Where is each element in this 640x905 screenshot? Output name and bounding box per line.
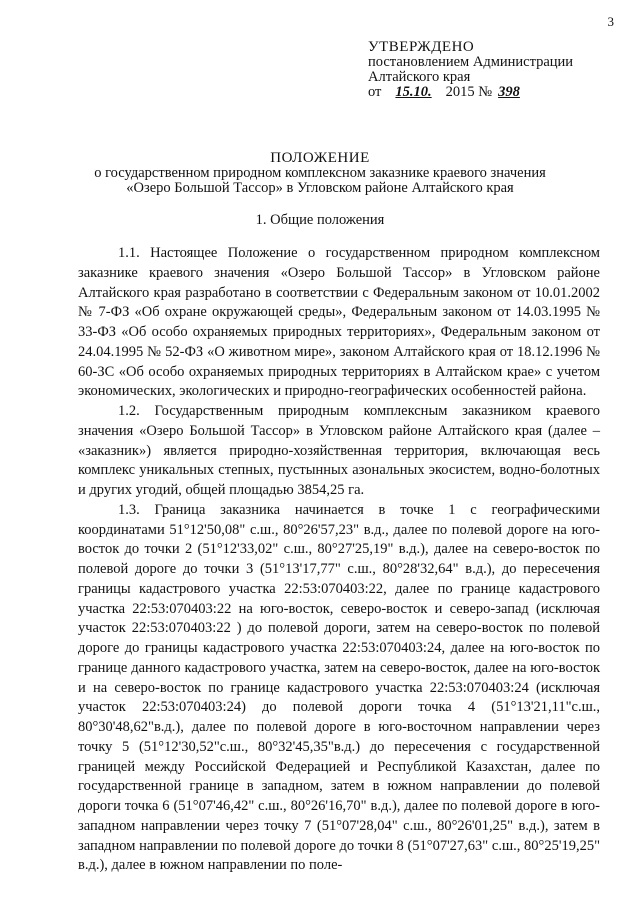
approval-year-number-label: 2015 №	[445, 84, 493, 100]
document-subtitle-line-1: о государственном природном комплексном заказнике краевого значения	[94, 165, 546, 181]
document-title: ПОЛОЖЕНИЕ	[270, 150, 370, 166]
document-body	[78, 244, 600, 876]
approval-date-row	[368, 85, 573, 100]
approval-line-2: Алтайского края	[368, 69, 471, 85]
section-title: 1. Общие положения	[255, 212, 385, 228]
date-prefix: от	[368, 84, 382, 100]
approval-title: УТВЕРЖДЕНО	[368, 39, 475, 55]
approval-date: 15.10.	[395, 84, 432, 100]
paragraph-1-2: 1.2. Государственным природным комплексным заказником краевого значения «Озеро Большой Тассор» в Угловском районе Алтайского края (далее – «заказник») является природно-хозяйственная территория, включающая весь комплекс уникальных степных, пустынных азональных экосистем, водно-болотных и других угодий, общей площадью 3854,25 га.	[78, 403, 600, 498]
approval-line-1: постановлением Администрации	[368, 54, 574, 70]
page-number: 3	[607, 14, 614, 29]
document-header	[0, 151, 640, 196]
paragraph-1-1: 1.1. Настоящее Положение о государственном природном комплексном заказнике краевого значения «Озеро Большой Тассор» в Угловском районе Алтайского края разработано в соответствии с Федеральным законом от 10.01.2002 № 7-ФЗ «Об охране окружающей среды», Федеральным законом от 14.03.1995 № 33-ФЗ «Об особо охраняемых природных территориях», Федеральным законом от 24.04.1995 № 52-ФЗ «О животном мире», законом Алтайского края от 18.12.1996 № 60-ЗС «Об особо охраняемых природных территориях в Алтайском крае» с учетом экономических, экологических и природно-географических особенностей района.	[78, 245, 600, 400]
approval-stamp	[368, 40, 573, 100]
document-subtitle-line-2: «Озеро Большой Тассор» в Угловском районе Алтайского края	[126, 180, 514, 196]
approval-number: 398	[498, 84, 520, 100]
paragraph-1-3: 1.3. Граница заказника начинается в точке 1 с географическими координатами 51°12'50,08" с.ш., 80°26'57,23" в.д., далее по полевой дороге на юго-восток до точки 2 (51°12'33,02" с.ш., 80°27'25,19" в.д.), далее на северо-восток по полевой дороге до точки 3 (51°13'17,77" с.ш., 80°28'32,64" в.д.), до пересечения границы кадастрового участка 22:53:070403:22, далее по границе кадастрового участка 22:53:070403:22 на юго-восток, северо-восток и северо-запад (исключая участок 22:53:070403:22 ) до полевой дороги, затем на северо-восток по полевой дороге до границы кадастрового участка 22:53:070403:24, далее на юго-восток по границе данного кадастрового участка, затем на северо-восток, далее на юго-восток и на северо-восток по границе кадастрового участка 22:53:070403:24 (исключая участок 22:53:070403:24) до полевой дороги точка 4 (51°13'21,11"с.ш., 80°30'48,62"в.д.), далее по полевой дороге в юго-восточном направлении через точку 5 (51°12'30,52"с.ш., 80°32'45,35"в.д.) до пересечения с государственной границей между Российской Федерацией и Республикой Казахстан, далее по государственной границе в западном, затем в южном направлении до полевой дороги точка 6 (51°07'46,42" с.ш., 80°26'16,70" в.д.), далее по полевой дороге в юго-западном направлении через точку 7 (51°07'28,04" с.ш., 80°26'01,25" в.д.), затем в западном направлении по полевой дороге до точки 8 (51°07'27,63" с.ш., 80°25'19,25" в.д.), далее в южном направлении по поле-	[78, 501, 600, 874]
